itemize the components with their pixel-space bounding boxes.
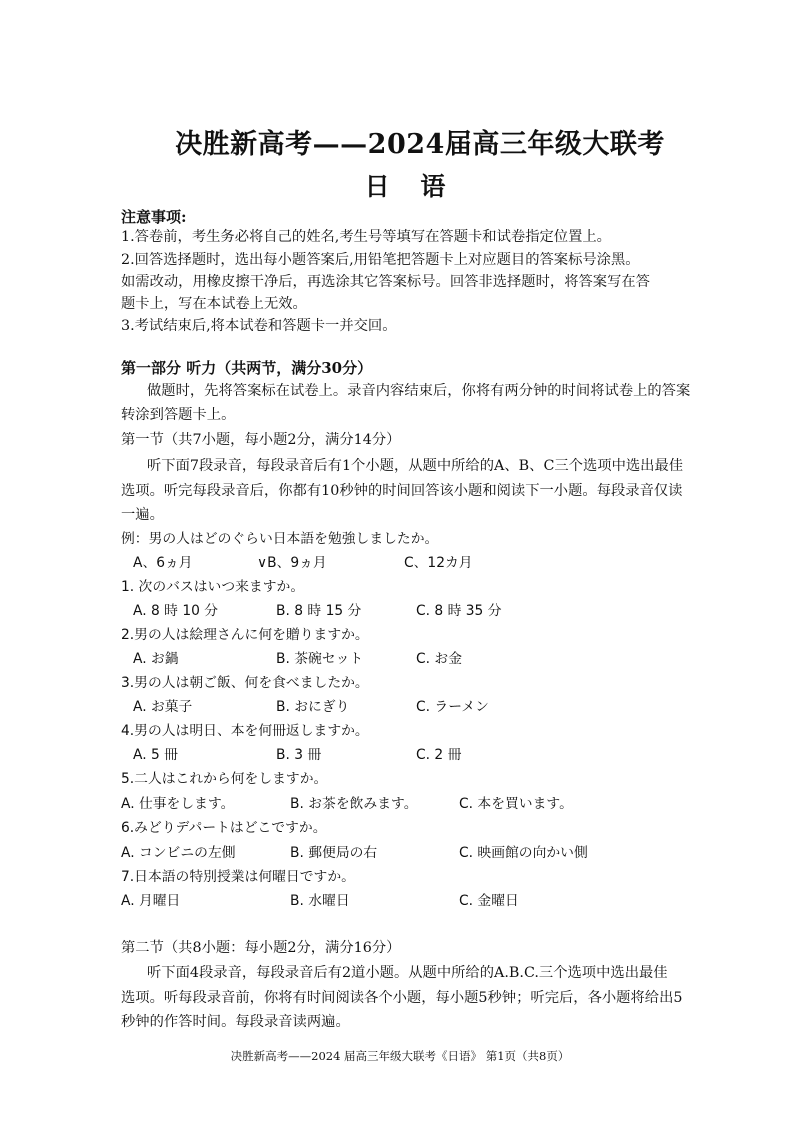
q3-option-c: C. ラーメン [416,699,489,715]
part1-intro-line-2: 转涂到答题卡上。 [121,407,236,423]
example-option-b: ∨B、9ヵ月 [257,555,327,571]
example-option-c: C、12カ月 [404,555,473,571]
part1-heading: 第一部分 听力（共两节，满分30分） [121,359,373,377]
question-5: 5.二人はこれから何をしますか。 [121,771,328,787]
question-7: 7.日本語の特別授業は何曜日ですか。 [121,869,355,885]
q3-option-b: B. おにぎり [276,699,350,715]
section1-desc-line-1: 听下面7段录音，每段录音后有1个小题，从题中所给的A、B、C三个选项中选出最佳 [147,458,684,474]
q5-option-a: A. 仕事をします。 [121,796,235,812]
part1-intro-line-1: 做题时，先将答案标在试卷上。录音内容结束后，你将有两分钟的时间将试卷上的答案 [147,383,691,399]
section2-heading: 第二节（共8小题：每小题2分，满分16分） [121,940,401,956]
example-option-a: A、6ヵ月 [133,555,193,571]
q5-option-b: B. お茶を飲みます。 [290,796,418,812]
q2-option-b: B. 茶碗セット [276,651,364,667]
q6-option-b: B. 郵便局の右 [290,845,378,861]
question-2: 2.男の人は絵理さんに何を贈りますか。 [121,627,369,643]
q1-option-c: C. 8 時 35 分 [416,603,502,619]
subject-title: 日 语 [364,172,446,201]
q4-option-a: A. 5 冊 [133,747,178,763]
q7-option-a: A. 月曜日 [121,893,181,909]
section2-desc-line-1: 听下面4段录音，每段录音后有2道小题。从题中所给的A.B.C.三个选项中选出最佳 [147,965,668,981]
example-question: 例：男の人はどのぐらい日本語を勉強しましたか。 [121,531,439,547]
q3-option-a: A. お菓子 [133,699,193,715]
question-3: 3.男の人は朝ご飯、何を食べましたか。 [121,675,369,691]
q2-option-a: A. お鍋 [133,651,179,667]
notice-item-2-line-2: 如需改动，用橡皮擦干净后，再选涂其它答案标号。回答非选择题时，将答案写在答 [121,274,650,290]
q7-option-b: B. 水曜日 [290,893,350,909]
q4-option-b: B. 3 冊 [276,747,322,763]
question-1: 1. 次のバスはいつ来ますか。 [121,579,305,595]
section2-desc-line-2: 选项。听每段录音前，你将有时间阅读各个小题，每小题5秒钟；听完后，各小题将给出5 [121,990,683,1006]
question-6: 6.みどりデパートはどこですか。 [121,820,327,836]
notice-item-2-line-3: 题卡上，写在本试卷上无效。 [121,296,307,312]
section1-heading: 第一节（共7小题，每小题2分，满分14分） [121,432,401,448]
section1-desc-line-2: 选项。听完每段录音后，你都有10秒钟的时间回答该小题和阅读下一小题。每段录音仅读 [121,483,683,499]
q5-option-c: C. 本を買います。 [459,796,573,812]
question-4: 4.男の人は明日、本を何冊返しますか。 [121,723,369,739]
notice-item-2-line-1: 2.回答选择题时，选出每小题答案后,用铅笔把答题卡上对应题目的答案标号涂黑。 [121,252,640,268]
q1-option-b: B. 8 時 15 分 [276,603,362,619]
notice-heading: 注意事项: [121,208,187,226]
q6-option-a: A. コンビニの左側 [121,845,236,861]
q4-option-c: C. 2 冊 [416,747,462,763]
q6-option-c: C. 映画館の向かい側 [459,845,588,861]
page-footer: 决胜新高考——2024 届高三年级大联考《日语》 第1页（共8页） [230,1049,570,1063]
q1-option-a: A. 8 時 10 分 [133,603,219,619]
section1-desc-line-3: 一遍。 [121,507,164,523]
q7-option-c: C. 金曜日 [459,893,519,909]
notice-item-1: 1.答卷前，考生务必将自己的姓名,考生号等填写在答题卡和试卷指定位置上。 [121,229,611,245]
q2-option-c: C. お金 [416,651,462,667]
section2-desc-line-3: 秒钟的作答时间。每段录音读两遍。 [121,1014,350,1030]
exam-title: 决胜新高考——2024届高三年级大联考 [175,129,665,160]
notice-item-3: 3.考试结束后,将本试卷和答题卡一并交回。 [121,318,397,334]
